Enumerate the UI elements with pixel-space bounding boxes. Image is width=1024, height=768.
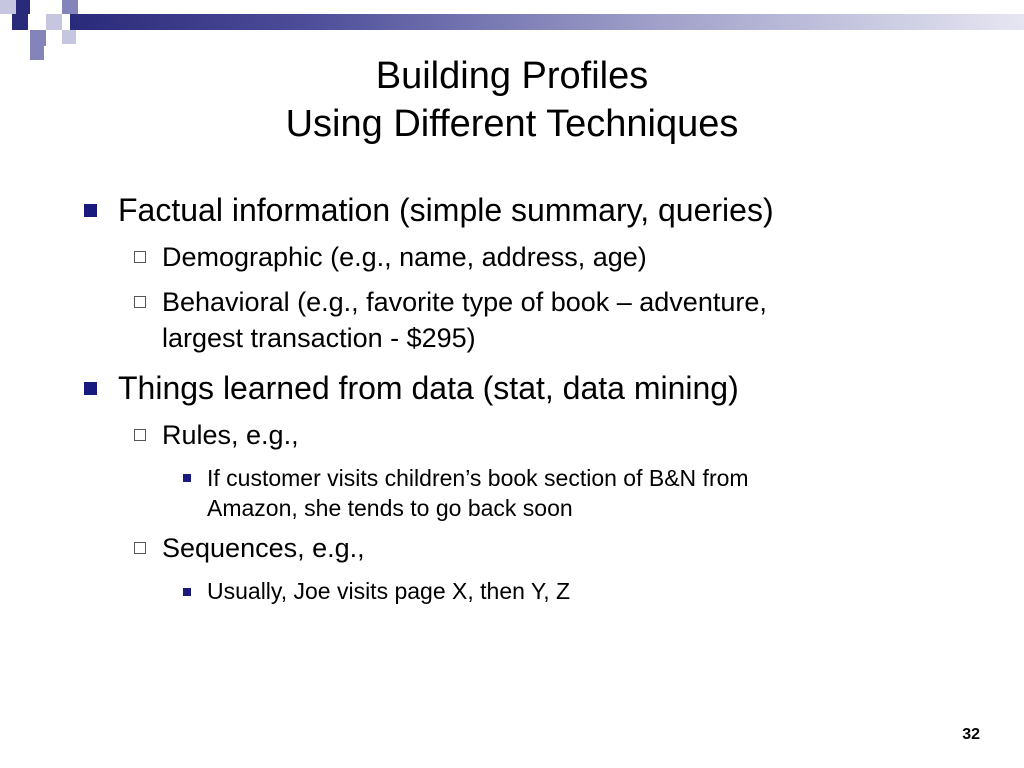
decor-square bbox=[62, 0, 78, 14]
decor-square bbox=[16, 0, 30, 14]
rule-example-line-1: If customer visits children’s book section of B&N from bbox=[207, 465, 749, 491]
decor-square bbox=[0, 0, 16, 14]
page-number: 32 bbox=[962, 726, 980, 743]
bullet-square-icon bbox=[84, 382, 97, 395]
decor-square bbox=[30, 30, 46, 46]
title-line-2: Using Different Techniques bbox=[285, 103, 739, 145]
bullet-open-square-icon bbox=[134, 251, 146, 263]
bullet-things-learned: Things learned from data (stat, data mining) bbox=[118, 370, 739, 406]
sub-bullet-behavioral-line-2: largest transaction - $295) bbox=[162, 323, 476, 353]
bullet-factual-information: Factual information (simple summary, queries) bbox=[118, 192, 774, 228]
decor-square bbox=[12, 14, 28, 30]
sub-bullet-behavioral bbox=[162, 284, 767, 356]
bullet-open-square-icon bbox=[134, 429, 146, 441]
bullet-square-icon bbox=[84, 204, 97, 217]
sub-sub-bullet-sequence-example: Usually, Joe visits page X, then Y, Z bbox=[207, 578, 571, 604]
title-line-1: Building Profiles bbox=[375, 55, 649, 97]
sub-bullet-behavioral-line-1: Behavioral (e.g., favorite type of book – adventure, bbox=[162, 287, 767, 317]
sub-bullet-rules: Rules, e.g., bbox=[162, 420, 299, 450]
slide-title bbox=[0, 52, 1024, 148]
bullet-open-square-icon bbox=[134, 296, 146, 308]
bullet-open-square-icon bbox=[134, 542, 146, 554]
decor-square bbox=[62, 30, 76, 44]
sub-bullet-sequences: Sequences, e.g., bbox=[162, 533, 365, 563]
bullet-small-square-icon bbox=[183, 474, 191, 482]
header-gradient-bar bbox=[70, 14, 1024, 30]
decor-square bbox=[46, 14, 62, 30]
rule-example-line-2: Amazon, she tends to go back soon bbox=[207, 495, 573, 521]
sub-sub-bullet-rule-example bbox=[207, 463, 749, 523]
bullet-small-square-icon bbox=[183, 588, 191, 596]
sub-bullet-demographic: Demographic (e.g., name, address, age) bbox=[162, 242, 647, 272]
